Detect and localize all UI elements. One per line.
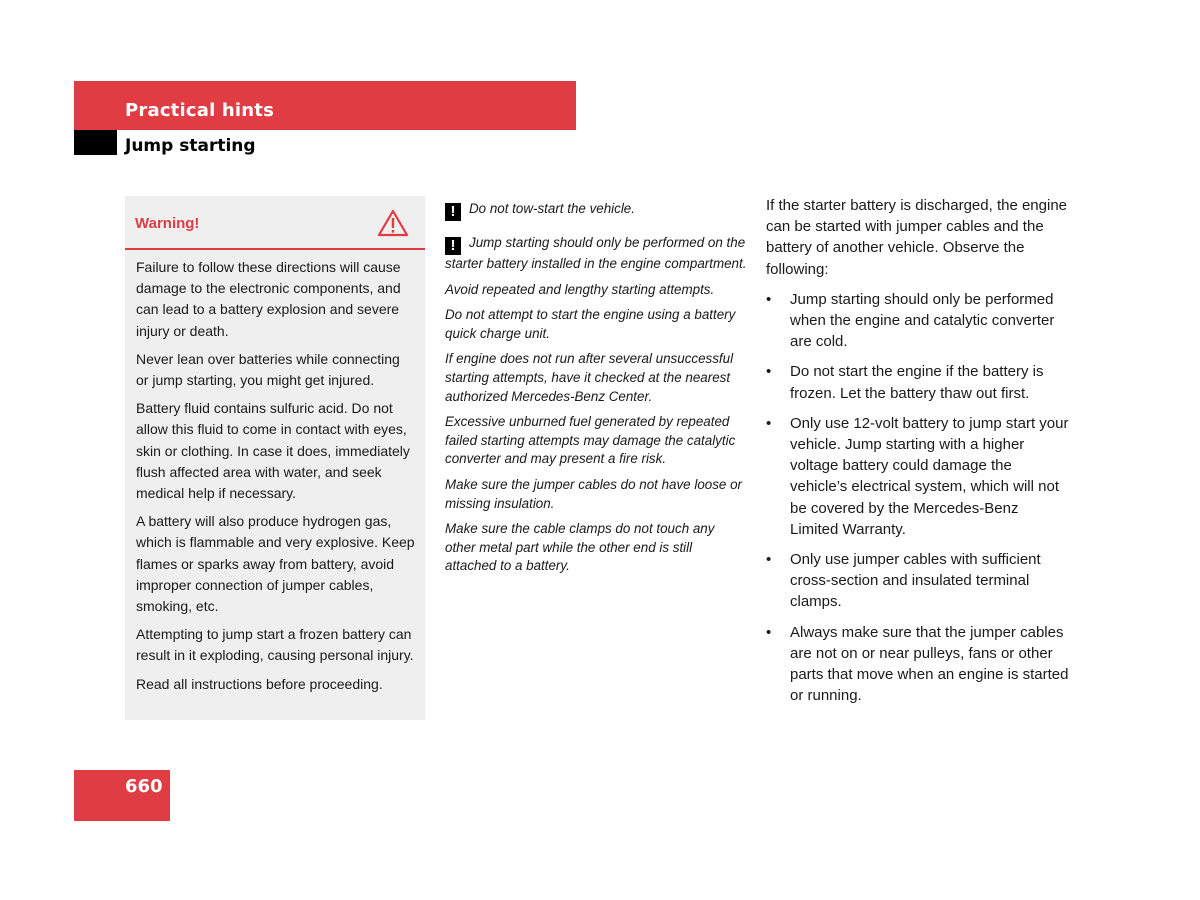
bullet-icon: • <box>766 623 772 641</box>
bullet-icon: • <box>766 414 772 432</box>
note-item: Make sure the cable clamps do not touch any other metal part while the other end is still attached to a battery. <box>445 521 715 574</box>
bullet-icon: • <box>766 551 772 569</box>
warning-header <box>125 196 425 250</box>
list-item <box>766 549 1070 613</box>
note-text: Do not tow-start the vehicle. <box>469 201 635 216</box>
list-item-text: Do not start the engine if the battery is frozen. Let the battery thaw out first. <box>790 363 1044 402</box>
page-number: 660 <box>125 776 163 797</box>
warning-body <box>125 250 425 695</box>
list-item <box>766 622 1070 707</box>
warning-paragraph: Never lean over batteries while connecting or jump starting, you might get injured. <box>136 350 400 389</box>
page-number-box <box>74 770 170 821</box>
list-item-text: Jump starting should only be performed when the engine and catalytic converter are cold. <box>790 290 1055 351</box>
note-item: Excessive unburned fuel generated by repeated failed starting attempts may damage the catalytic converter and may present a fire risk. <box>445 414 736 467</box>
note-item <box>445 234 747 274</box>
exclamation-icon: ! <box>445 203 461 221</box>
subsection-title: Jump starting <box>125 136 256 156</box>
note-item: Make sure the jumper cables do not have loose or missing insulation. <box>445 476 742 511</box>
note-item: Avoid repeated and lengthy starting attempts. <box>445 281 715 297</box>
list-item <box>766 361 1070 403</box>
exclamation-icon: ! <box>445 237 461 255</box>
bullet-icon: • <box>766 290 772 308</box>
notes-column <box>445 200 747 583</box>
warning-paragraph: Attempting to jump start a frozen battery can result in it exploding, causing personal injury. <box>136 626 414 664</box>
instructions-column <box>766 195 1070 715</box>
note-item: If engine does not run after several unsuccessful starting attempts, have it checked at the nearest authorized Mercedes-Benz Center. <box>445 351 734 404</box>
section-title: Practical hints <box>125 100 275 121</box>
warning-paragraph: Battery fluid contains sulfuric acid. Do not allow this fluid to come in contact with eyes, skin or clothing. In case it does, immediately flush affected area with water, and seek medical help if necessary. <box>136 400 410 502</box>
list-item-text: Only use jumper cables with sufficient cross-section and insulated terminal clamps. <box>790 551 1041 611</box>
intro-paragraph: If the starter battery is discharged, the engine can be started with jumper cables and the battery of another vehicle. Observe the following: <box>766 197 1068 278</box>
warning-box <box>125 196 425 720</box>
warning-paragraph: Read all instructions before proceeding. <box>136 675 383 692</box>
warning-paragraph: Failure to follow these directions will cause damage to the electronic components, and can lead to a battery explosion and severe injury or death. <box>136 259 401 339</box>
list-item-text: Only use 12-volt battery to jump start your vehicle. Jump starting with a higher voltage battery could damage the vehicle’s electrical system, which will not be covered by the Mercedes-Benz Limited Warranty. <box>790 414 1069 538</box>
bullet-icon: • <box>766 363 772 381</box>
warning-title: Warning! <box>135 215 200 232</box>
note-item: Do not attempt to start the engine using a battery quick charge unit. <box>445 307 736 341</box>
list-item <box>766 289 1070 353</box>
warning-paragraph: A battery will also produce hydrogen gas, which is flammable and very explosive. Keep flames or sparks away from battery, avoid improper connection of jumper cables, smoking, etc. <box>136 513 415 615</box>
subsection-marker <box>74 130 117 155</box>
note-text: Jump starting should only be performed on the starter battery installed in the engine compartment. <box>445 235 747 271</box>
list-item <box>766 413 1070 540</box>
instruction-list <box>766 289 1070 707</box>
note-item <box>445 200 747 221</box>
warning-triangle-icon <box>377 209 409 237</box>
list-item-text: Always make sure that the jumper cables are not on or near pulleys, fans or other parts that move when an engine is started or running. <box>790 623 1069 705</box>
